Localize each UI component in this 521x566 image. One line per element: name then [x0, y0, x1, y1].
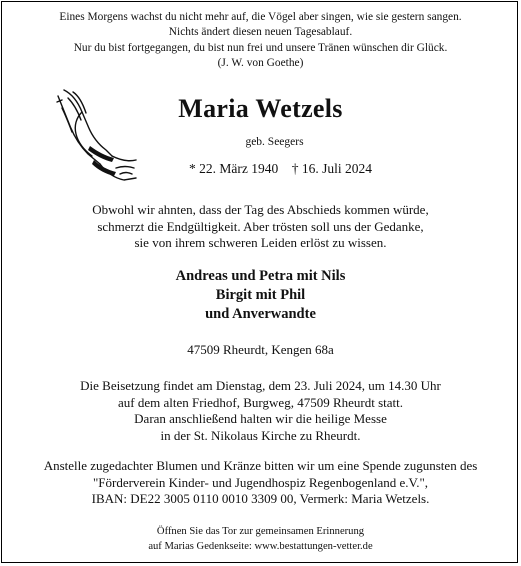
poem-line: Nur du bist fortgegangen, du bist nun frei und unsere Tränen wünschen dir Glück.: [73, 41, 448, 54]
death-date: † 16. Juli 2024: [291, 161, 372, 176]
footer-line: Öffnen Sie das Tor zur gemeinsamen Erinnerung: [156, 526, 365, 537]
funeral-line: Die Beisetzung findet am Dienstag, dem 23. Juli 2024, um 14.30 Uhr: [80, 378, 441, 393]
mourner-line: und Anverwandte: [205, 306, 316, 322]
message-line: Obwohl wir ahnten, dass der Tag des Abschieds kommen würde,: [92, 202, 429, 217]
funeral-details: [0, 378, 521, 444]
donation-line: "Förderverein Kinder- und Jugendhospiz Regenbogenland e.V.",: [92, 474, 429, 490]
birth-name: [0, 136, 521, 148]
farewell-message: [0, 202, 521, 252]
life-dates: [0, 161, 521, 177]
birth-date: * 22. März 1940: [189, 161, 279, 176]
poem-author: (J. W. von Goethe): [217, 57, 304, 70]
goethe-poem: [0, 10, 521, 72]
deceased-name: Maria Wetzels: [178, 94, 343, 123]
donation-request: [0, 458, 521, 508]
mourner-line: Birgit mit Phil: [215, 287, 306, 303]
poem-line: Nichts ändert diesen neuen Tagesablauf.: [168, 26, 353, 39]
mourners: [0, 267, 521, 324]
message-line: sie von ihrem schweren Leiden erlöst zu wissen.: [134, 235, 387, 251]
address-text: 47509 Rheurdt, Kengen 68a: [187, 342, 334, 357]
address: [0, 342, 521, 359]
funeral-line: in der St. Nikolaus Kirche zu Rheurdt.: [160, 427, 361, 443]
funeral-line: auf dem alten Friedhof, Burgweg, 47509 Rheurdt statt.: [118, 394, 403, 410]
donation-line: Anstelle zugedachter Blumen und Kränze bitten wir um eine Spende zugunsten des: [43, 458, 478, 473]
message-line: schmerzt die Endgültigkeit. Aber trösten soll uns der Gedanke,: [97, 218, 424, 234]
poem-line: Eines Morgens wachst du nicht mehr auf, die Vögel aber singen, wie sie gestern sangen.: [59, 11, 462, 23]
memorial-link[interactable]: auf Marias Gedenkseite: www.bestattungen-vetter.de: [148, 540, 373, 552]
birth-name-text: geb. Seegers: [245, 136, 304, 148]
memorial-page-note: [0, 525, 521, 554]
funeral-line: Daran anschließend halten wir die heilige Messe: [134, 411, 387, 427]
mourner-line: Andreas und Petra mit Nils: [175, 268, 346, 284]
donation-line: IBAN: DE22 3005 0110 0010 3309 00, Vermerk: Maria Wetzels.: [91, 491, 430, 507]
